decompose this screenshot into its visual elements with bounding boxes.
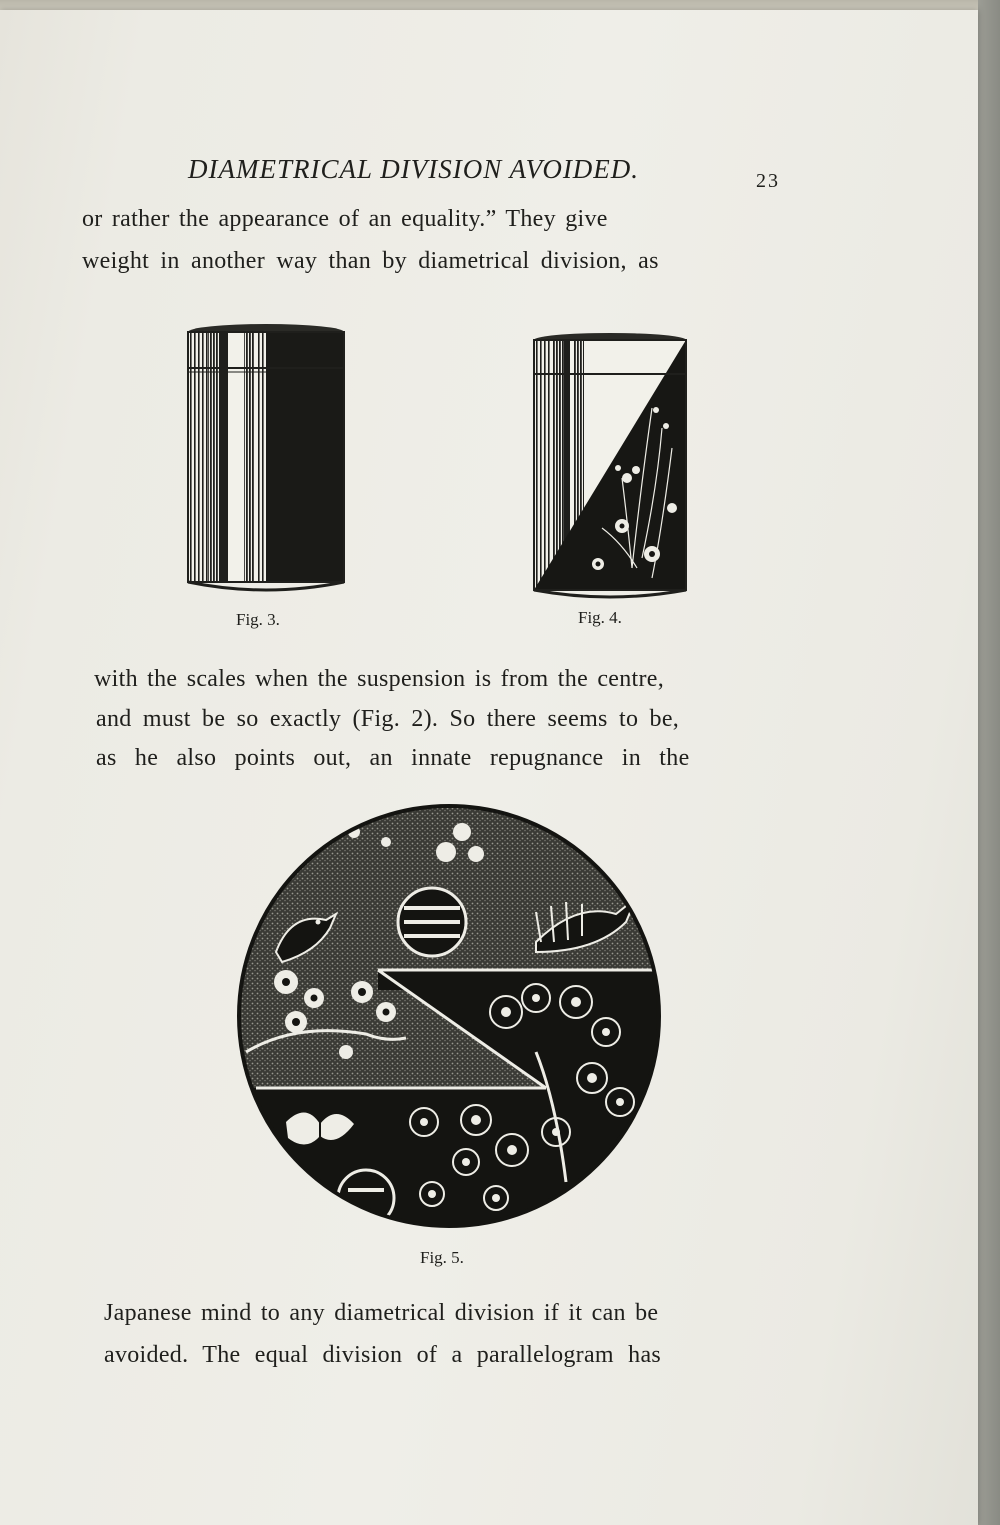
figure-4-caption: Fig. 4. [578, 608, 622, 627]
figure-3-caption: Fig. 3. [236, 610, 280, 629]
text-line: and must be so exactly (Fig. 2). So there seems to be, [96, 706, 680, 732]
figure-3-box-vertical-division [186, 318, 350, 596]
book-fore-edge [978, 0, 1000, 1525]
text-line: Japanese mind to any diametrical division if it can be [104, 1300, 659, 1326]
figure-5-circular-lid [236, 802, 662, 1230]
book-page [0, 10, 978, 1525]
figure-4-box-diagonal-division [532, 328, 690, 602]
figure-5-caption: Fig. 5. [420, 1248, 464, 1267]
text-line: or rather the appearance of an equality.” They give [82, 206, 608, 232]
running-head: DIAMETRICAL DIVISION AVOIDED. [188, 154, 640, 184]
text-line: as he also points out, an innate repugnance in the [96, 745, 690, 771]
page-number: 23 [756, 170, 780, 192]
text-line: avoided. The equal division of a parallelogram has [104, 1342, 662, 1368]
text-line: weight in another way than by diametrical division, as [82, 248, 659, 274]
text-line: with the scales when the suspension is from the centre, [94, 666, 665, 692]
